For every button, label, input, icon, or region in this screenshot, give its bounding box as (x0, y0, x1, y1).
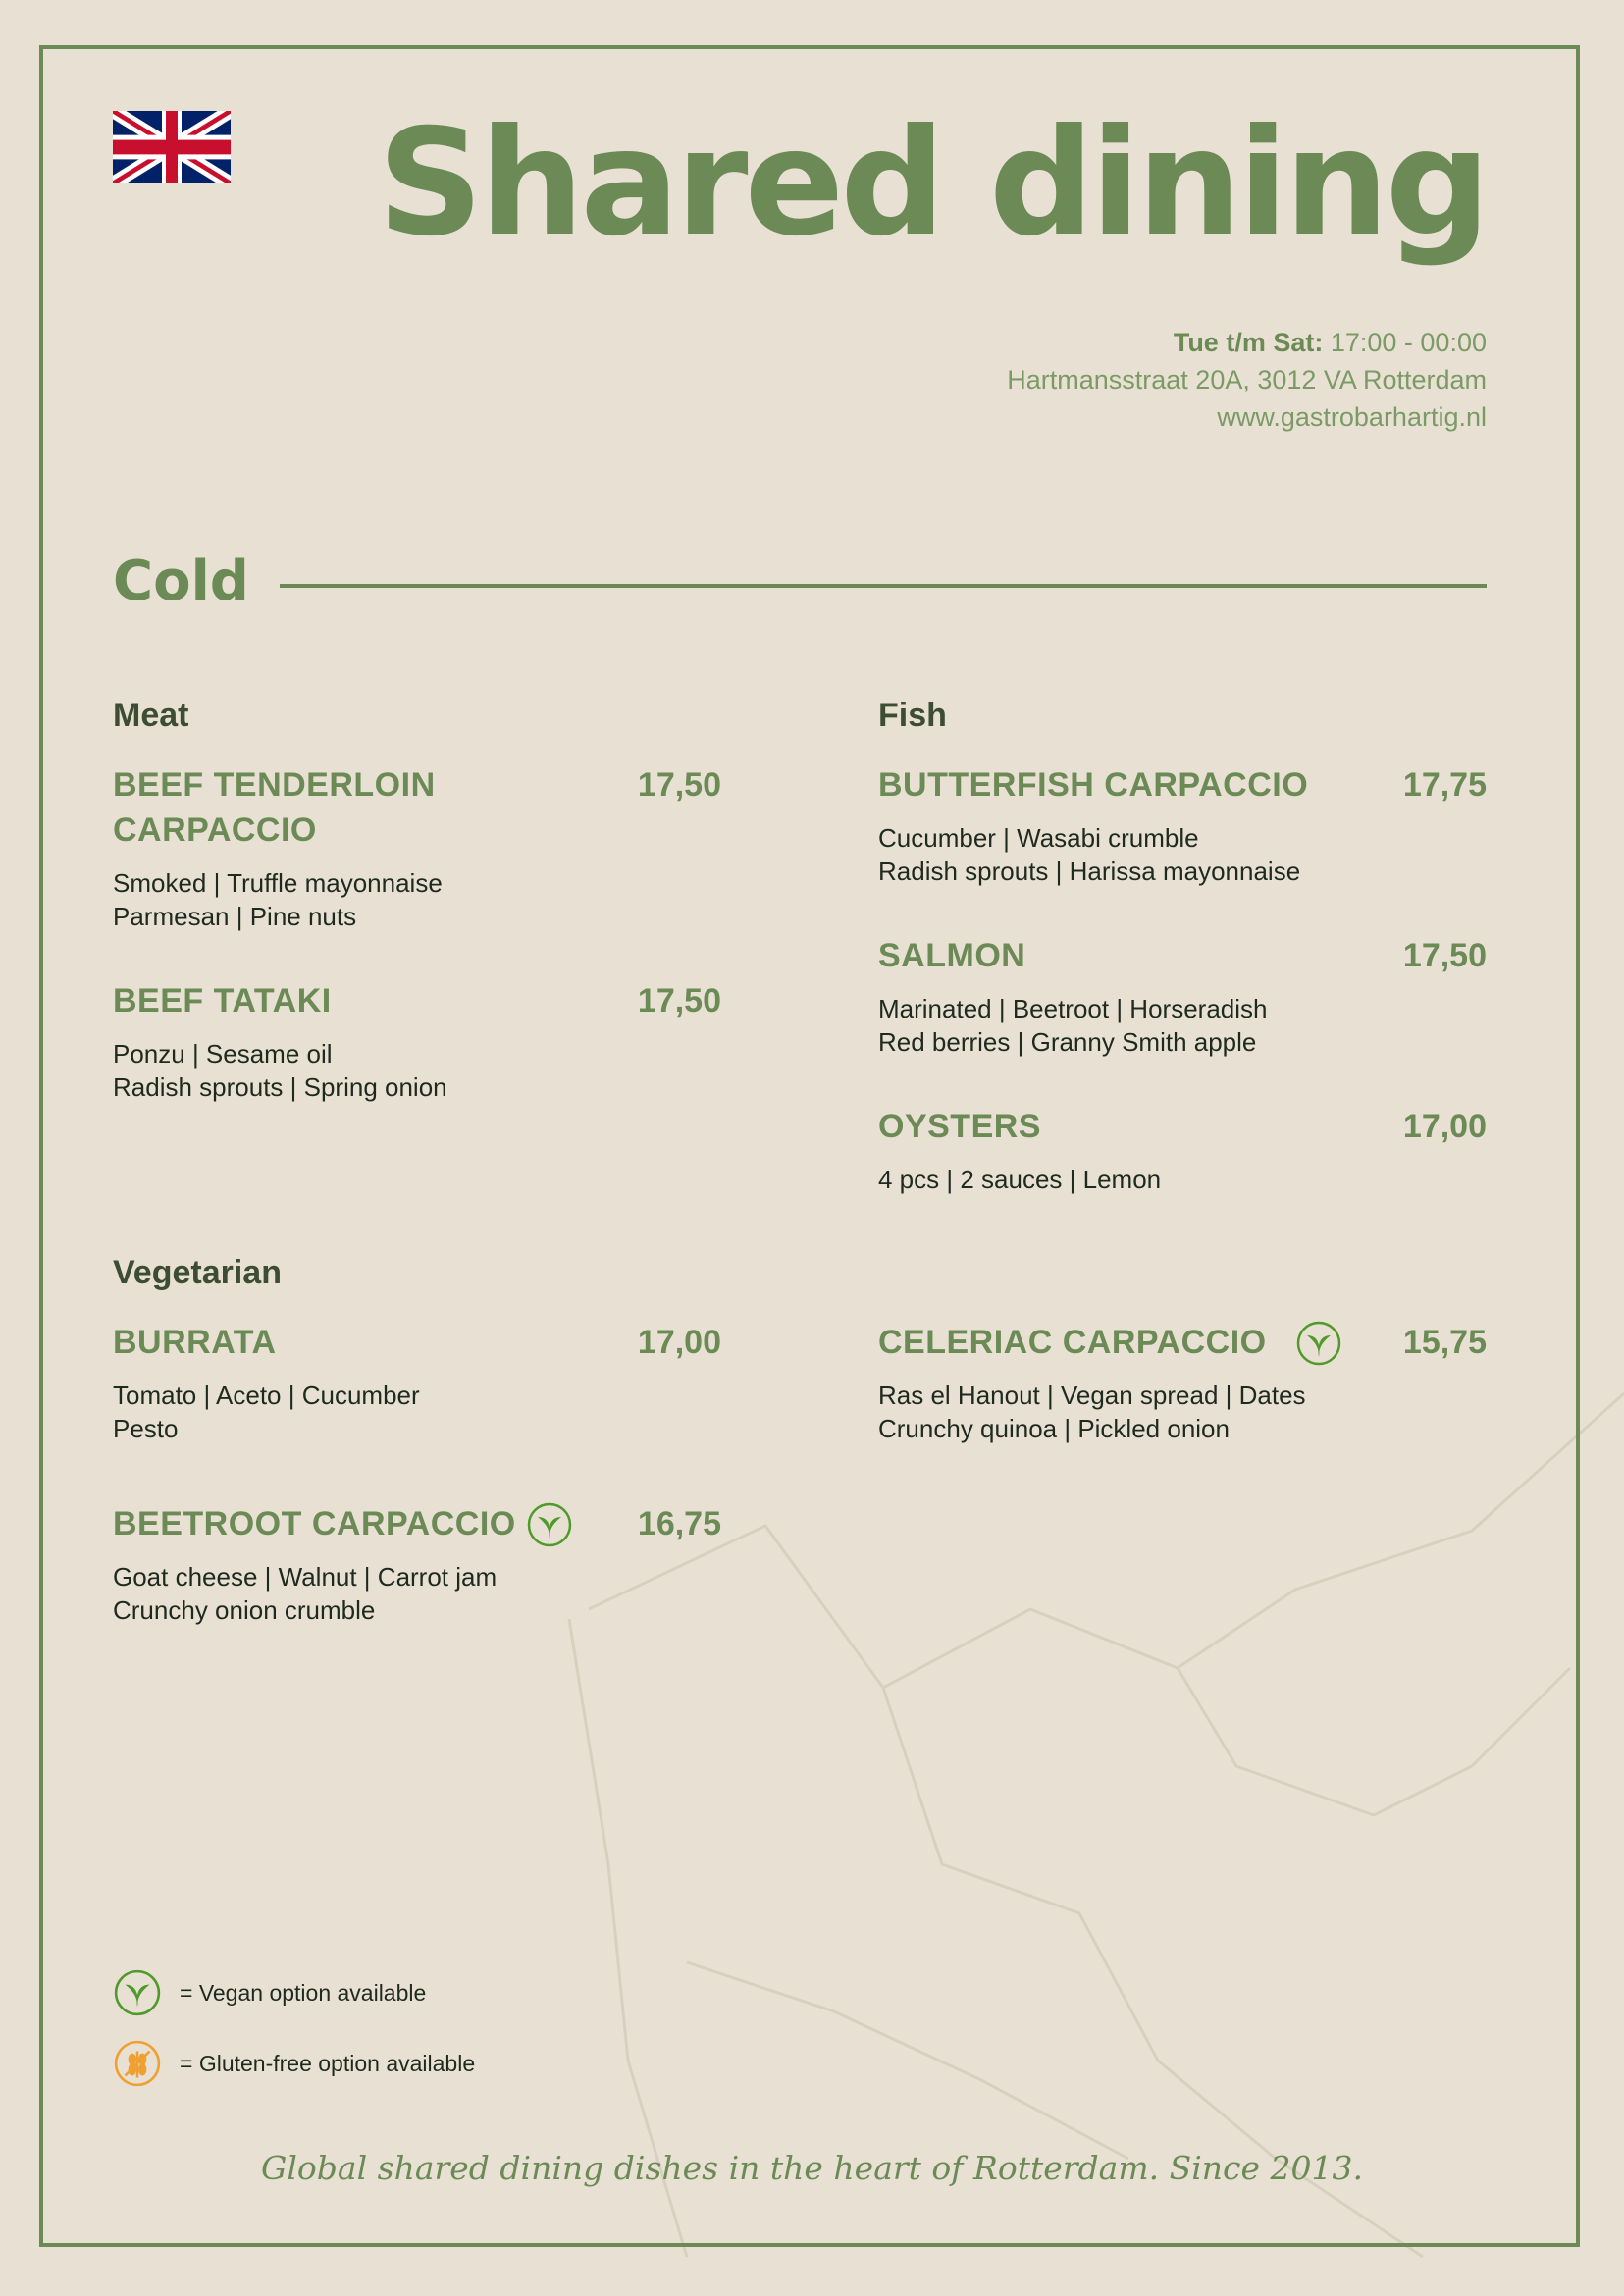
item-description-line: Cucumber | Wasabi crumble (878, 823, 1199, 853)
item-description (113, 1037, 721, 1104)
item-description (878, 1379, 1487, 1445)
vegan-icon (1295, 1320, 1342, 1367)
item-name: SALMON (878, 937, 1026, 974)
item-price: 16,75 (637, 1505, 721, 1542)
menu-item-oysters (878, 1104, 1487, 1196)
footer-tagline: Global shared dining dishes in the heart of Rotterdam. Since 2013. (261, 2149, 1363, 2187)
category-meat: Meat (113, 697, 189, 734)
category-fish: Fish (878, 697, 947, 734)
section-title-cold: Cold (113, 549, 249, 613)
menu-item-butterfish-carpaccio (878, 762, 1487, 888)
item-name: BEEF TATAKI (113, 982, 332, 1019)
legend-vegan (113, 1968, 475, 2017)
website-link[interactable]: www.gastrobarhartig.nl (1217, 402, 1487, 432)
item-description (878, 1163, 1487, 1196)
address: Hartmansstraat 20A, 3012 VA Rotterdam (1007, 365, 1487, 394)
legend-gluten-free (113, 2039, 475, 2088)
menu-item-salmon (878, 933, 1487, 1059)
opening-hours (1007, 324, 1487, 361)
item-price: 17,00 (1402, 1108, 1487, 1145)
item-price: 17,50 (637, 766, 721, 804)
item-description-line: Parmesan | Pine nuts (113, 902, 357, 931)
menu-item-beef-tenderloin-carpaccio (113, 762, 721, 933)
vegan-icon (526, 1501, 573, 1548)
item-description-line: Ponzu | Sesame oil (113, 1039, 333, 1069)
item-name: BURRATA (113, 1324, 277, 1361)
item-price: 17,50 (637, 982, 721, 1019)
item-name: BEEF TENDERLOIN CARPACCIO (113, 766, 436, 849)
menu-item-beef-tataki (113, 978, 721, 1104)
menu-item-burrata (113, 1320, 721, 1445)
item-description-line: Radish sprouts | Harissa mayonnaise (878, 857, 1301, 886)
uk-flag-icon (113, 111, 231, 183)
item-description-line: 4 pcs | 2 sauces | Lemon (878, 1165, 1162, 1194)
item-description (113, 866, 721, 933)
item-price: 15,75 (1402, 1324, 1487, 1361)
item-description-line: Smoked | Truffle mayonnaise (113, 868, 443, 898)
item-name: BEETROOT CARPACCIO (113, 1505, 516, 1542)
item-description-line: Marinated | Beetroot | Horseradish (878, 994, 1268, 1023)
gluten-free-icon (113, 2039, 162, 2088)
item-description-line: Tomato | Aceto | Cucumber (113, 1381, 420, 1410)
item-price: 17,50 (1402, 937, 1487, 974)
hours-label: Tue t/m Sat: (1173, 328, 1324, 357)
item-price: 17,00 (637, 1324, 721, 1361)
legend-gluten-free-label: = Gluten-free option available (180, 2050, 476, 2076)
menu-item-beetroot-carpaccio (113, 1501, 721, 1627)
item-name: OYSTERS (878, 1108, 1041, 1145)
item-description (113, 1379, 721, 1445)
item-description (878, 821, 1487, 888)
hours-value: 17:00 - 00:00 (1330, 328, 1487, 357)
item-description-line: Red berries | Granny Smith apple (878, 1027, 1257, 1057)
item-description-line: Pesto (113, 1414, 179, 1443)
item-description-line: Goat cheese | Walnut | Carrot jam (113, 1562, 498, 1592)
restaurant-info (1007, 324, 1487, 436)
category-vegetarian: Vegetarian (113, 1254, 282, 1291)
item-description (113, 1560, 721, 1627)
vegan-icon (113, 1968, 162, 2017)
item-description-line: Radish sprouts | Spring onion (113, 1072, 447, 1102)
page-title: Shared dining (377, 98, 1487, 269)
legend-vegan-label: = Vegan option available (180, 1979, 427, 2006)
item-description (878, 992, 1487, 1059)
menu-item-celeriac-carpaccio (878, 1320, 1487, 1445)
section-divider (280, 584, 1487, 588)
item-price: 17,75 (1402, 766, 1487, 804)
item-name: BUTTERFISH CARPACCIO (878, 766, 1309, 804)
item-description-line: Ras el Hanout | Vegan spread | Dates (878, 1381, 1306, 1410)
item-name: CELERIAC CARPACCIO (878, 1324, 1267, 1361)
item-description-line: Crunchy quinoa | Pickled onion (878, 1414, 1230, 1443)
item-description-line: Crunchy onion crumble (113, 1595, 376, 1625)
legend (113, 1968, 475, 2088)
